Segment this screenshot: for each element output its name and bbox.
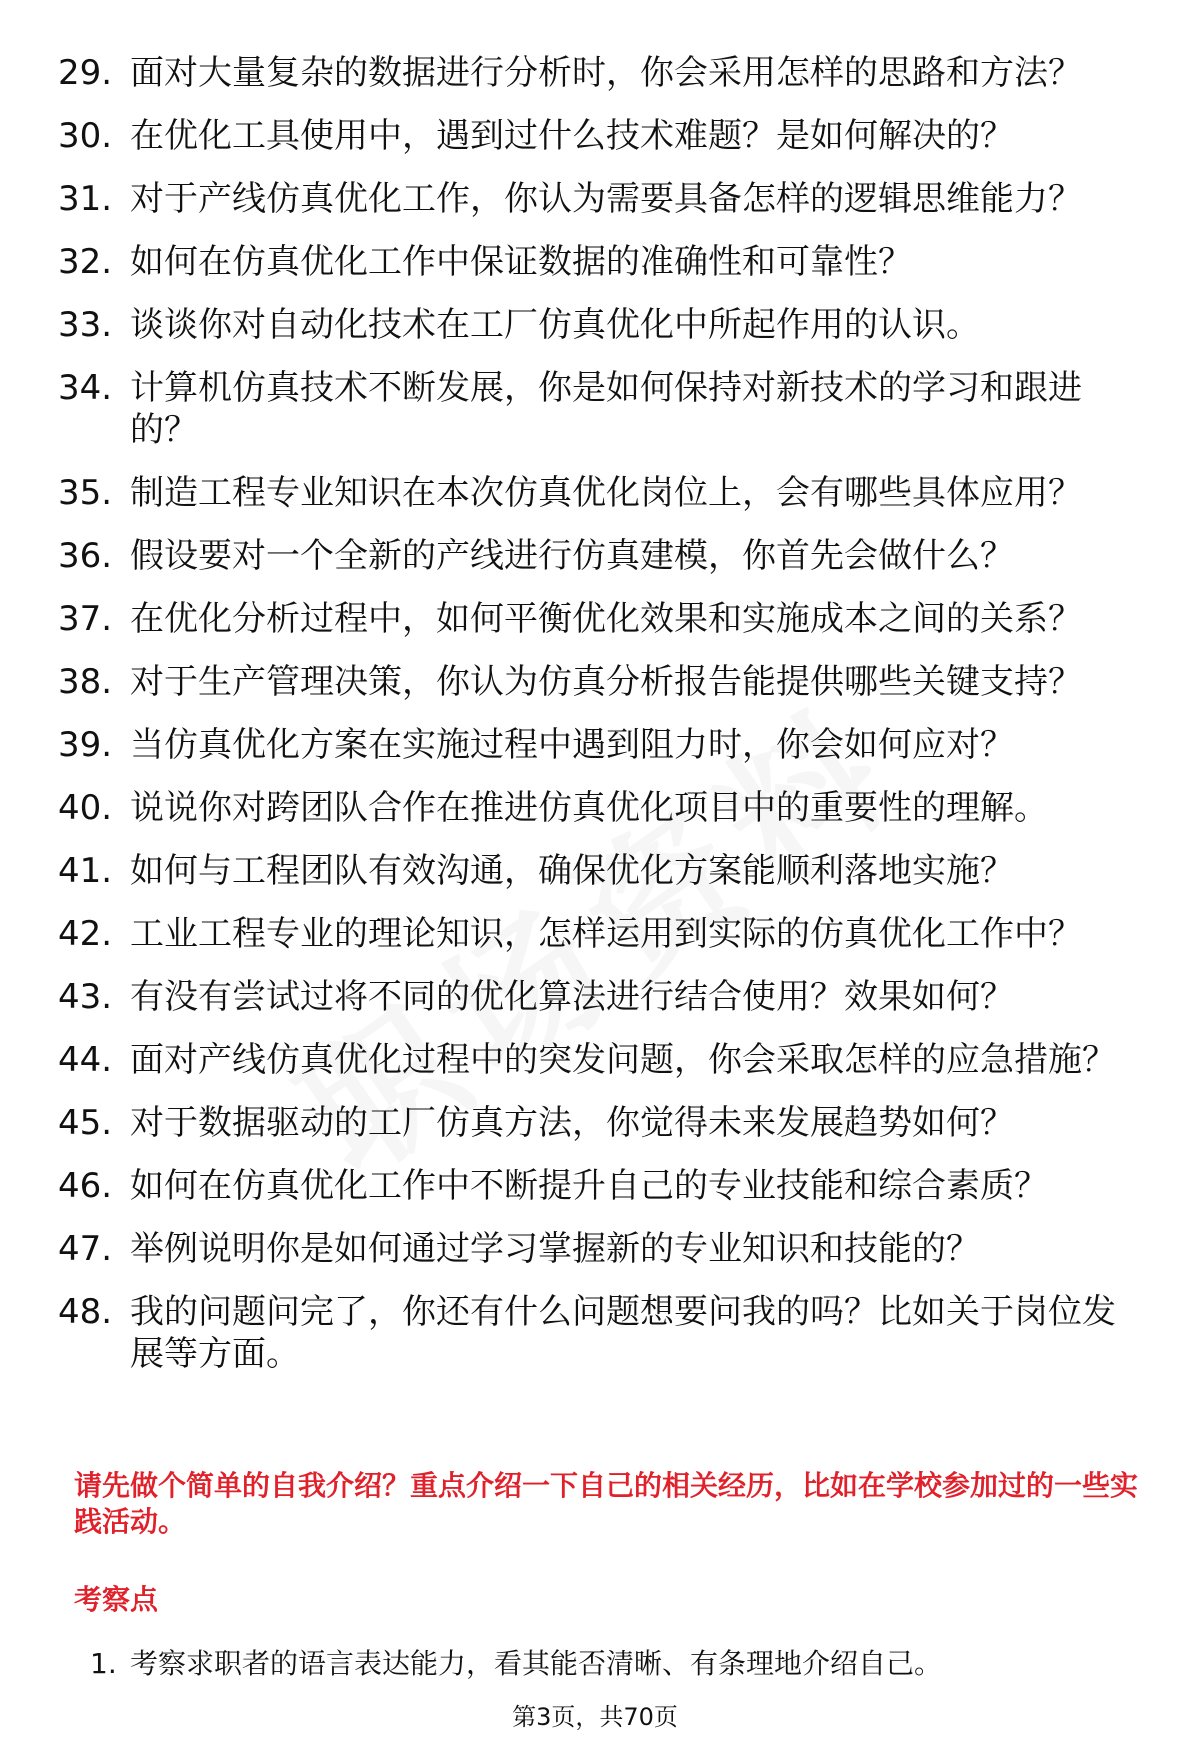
question-text: 当仿真优化方案在实施过程中遇到阻力时，你会如何应对？ — [130, 725, 1014, 765]
page-number-footer: 第3页，共70页 — [512, 1703, 678, 1731]
question-text: 如何在仿真优化工作中保证数据的准确性和可靠性？ — [130, 242, 912, 282]
question-text: 假设要对一个全新的产线进行仿真建模，你首先会做什么？ — [130, 536, 1014, 576]
question-text: 制造工程专业知识在本次仿真优化岗位上，会有哪些具体应用？ — [130, 473, 1082, 513]
question-item — [58, 724, 1148, 766]
question-number: 43. — [58, 977, 113, 1017]
question-text: 工业工程专业的理论知识，怎样运用到实际的仿真优化工作中？ — [130, 914, 1082, 954]
question-number: 47. — [58, 1229, 113, 1269]
question-number: 44. — [58, 1040, 113, 1080]
question-item — [58, 367, 1148, 451]
question-number: 39. — [58, 725, 113, 765]
question-item — [58, 1291, 1148, 1375]
question-item — [58, 787, 1148, 829]
question-number: 29. — [58, 53, 113, 93]
question-item — [58, 1165, 1148, 1207]
assessment-point-text: 考察求职者的语言表达能力，看其能否清晰、有条理地介绍自己。 — [130, 1647, 943, 1680]
question-item — [58, 1039, 1148, 1081]
assessment-point-item — [90, 1647, 1150, 1681]
question-text: 如何在仿真优化工作中不断提升自己的专业技能和综合素质？ — [130, 1166, 1048, 1206]
question-number: 46. — [58, 1166, 113, 1206]
question-item — [58, 976, 1148, 1018]
question-item — [58, 472, 1148, 514]
question-text: 对于生产管理决策，你认为仿真分析报告能提供哪些关键支持？ — [130, 662, 1082, 702]
question-text: 计算机仿真技术不断发展，你是如何保持对新技术的学习和跟进的？ — [130, 368, 1082, 450]
question-number: 31. — [58, 179, 113, 219]
question-item — [58, 1228, 1148, 1270]
question-text: 我的问题问完了，你还有什么问题想要问我的吗？比如关于岗位发展等方面。 — [130, 1292, 1116, 1374]
question-text: 在优化工具使用中，遇到过什么技术难题？是如何解决的？ — [130, 116, 1014, 156]
question-text: 在优化分析过程中，如何平衡优化效果和实施成本之间的关系？ — [130, 599, 1082, 639]
question-number: 48. — [58, 1292, 113, 1332]
question-number: 34. — [58, 368, 113, 408]
assessment-points-heading: 考察点 — [74, 1583, 159, 1616]
question-list — [58, 52, 1148, 1396]
question-text: 有没有尝试过将不同的优化算法进行结合使用？效果如何？ — [130, 977, 1014, 1017]
question-item — [58, 598, 1148, 640]
question-item — [58, 178, 1148, 220]
question-number: 35. — [58, 473, 113, 513]
question-item — [58, 913, 1148, 955]
question-item — [58, 115, 1148, 157]
question-item — [58, 661, 1148, 703]
assessment-point-list — [90, 1647, 1150, 1681]
question-text: 对于产线仿真优化工作，你认为需要具备怎样的逻辑思维能力？ — [130, 179, 1082, 219]
question-text: 谈谈你对自动化技术在工厂仿真优化中所起作用的认识。 — [130, 305, 980, 345]
question-number: 40. — [58, 788, 113, 828]
question-text: 说说你对跨团队合作在推进仿真优化项目中的重要性的理解。 — [130, 788, 1048, 828]
question-item — [58, 850, 1148, 892]
question-text: 面对大量复杂的数据进行分析时，你会采用怎样的思路和方法？ — [130, 53, 1082, 93]
question-number: 33. — [58, 305, 113, 345]
question-text: 举例说明你是如何通过学习掌握新的专业知识和技能的？ — [130, 1229, 980, 1269]
question-text: 面对产线仿真优化过程中的突发问题，你会采取怎样的应急措施？ — [130, 1040, 1116, 1080]
question-item — [58, 1102, 1148, 1144]
question-item — [58, 304, 1148, 346]
question-number: 45. — [58, 1103, 113, 1143]
question-number: 42. — [58, 914, 113, 954]
question-item — [58, 241, 1148, 283]
question-number: 36. — [58, 536, 113, 576]
question-item — [58, 52, 1148, 94]
question-item — [58, 535, 1148, 577]
question-number: 41. — [58, 851, 113, 891]
question-number: 38. — [58, 662, 113, 702]
question-number: 37. — [58, 599, 113, 639]
question-number: 30. — [58, 116, 113, 156]
question-text: 如何与工程团队有效沟通，确保优化方案能顺利落地实施？ — [130, 851, 1014, 891]
assessment-point-number: 1. — [90, 1647, 117, 1680]
section-question-heading: 请先做个简单的自我介绍？重点介绍一下自己的相关经历，比如在学校参加过的一些实践活动。 — [74, 1469, 1139, 1538]
question-number: 32. — [58, 242, 113, 282]
question-text: 对于数据驱动的工厂仿真方法，你觉得未来发展趋势如何？ — [130, 1103, 1014, 1143]
